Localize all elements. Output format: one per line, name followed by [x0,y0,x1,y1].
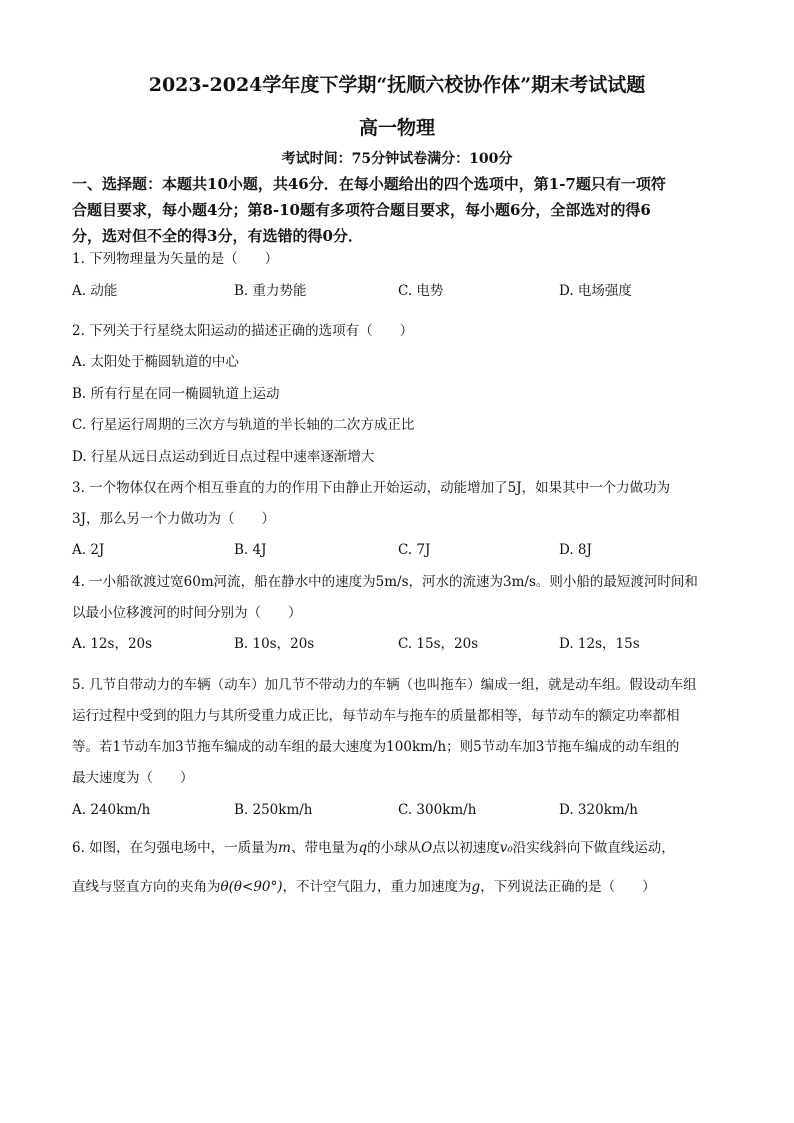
exam-info: 考试时间：75分钟试卷满分：100分 [281,151,513,167]
question-4-option-d: D. 12s，15s [559,636,640,652]
question-5-stem: 运行过程中受到的阻力与其所受重力成正比，每节动车与拖车的质量都相等，每节动车的额定功率都相 [72,708,680,724]
section-heading-line: 合题目要求，每小题4分；第8-10题有多项符合题目要求，每小题6分，全部选对的得6 [72,201,651,219]
stem-text: 6. 如图，在匀强电场中，一质量为 [72,840,279,856]
question-5-stem: 等。若1节动车加3节拖车编成的动车组的最大速度为100km/h；则5节动车加3节拖车编成的动车组的 [72,739,680,755]
stem-text: ，下列说法正确的是（ ） [480,879,656,895]
stem-text: ，不计空气阻力，重力加速度为 [282,879,472,895]
question-5-option-b: B. 250km/h [234,802,313,818]
question-2-option-b: B. 所有行星在同一椭圆轨道上运动 [72,386,280,402]
question-3-stem: 3J，那么另一个力做功为（ ） [72,511,276,527]
question-2-stem: 2. 下列关于行星绕太阳运动的描述正确的选项有（ ） [72,323,414,339]
question-4-option-c: C. 15s，20s [398,636,479,652]
question-3-option-c: C. 7J [398,542,431,558]
math-symbol: O [421,840,433,856]
question-4-stem: 4. 一小船欲渡过宽60m河流，船在静水中的速度为5m/s，河水的流速为3m/s。则小船的最短渡河时间和 [72,574,698,590]
question-6-stem [72,839,675,857]
question-3-stem: 3. 一个物体仅在两个相互垂直的力的作用下由静止开始运动，动能增加了5J，如果其中一个力做功为 [72,480,671,496]
question-5-stem: 5. 几节自带动力的车辆（动车）加几节不带动力的车辆（也叫拖车）编成一组，就是动车组。假设动车组 [72,677,697,693]
question-2-option-c: C. 行星运行周期的三次方与轨道的半长轴的二次方成正比 [72,417,415,433]
subject-title: 高一物理 [358,117,435,139]
question-4-stem: 以最小位移渡河的时间分别为（ ） [72,605,302,621]
question-1-stem: 1. 下列物理量为矢量的是（ ） [72,251,279,267]
question-6-stem [72,878,656,896]
question-2-option-d: D. 行星从远日点运动到近日点过程中速率逐渐增大 [72,449,375,465]
question-1-option-a: A. 动能 [72,283,118,299]
question-1-option-b: B. 重力势能 [234,283,307,299]
question-1-option-c: C. 电势 [398,283,444,299]
math-symbol: q [358,840,368,856]
stem-text: 沿实线斜向下做直线运动， [512,840,675,856]
math-symbol: m [278,840,291,856]
question-3-option-a: A. 2J [72,542,105,558]
question-5-stem: 最大速度为（ ） [72,770,194,786]
question-1-option-d: D. 电场强度 [559,283,632,299]
section-heading [72,171,722,249]
math-symbol: g [471,879,481,895]
question-2-option-a: A. 太阳处于椭圆轨道的中心 [72,354,239,370]
question-5-option-a: A. 240km/h [72,802,151,818]
question-5-option-c: C. 300km/h [398,802,477,818]
stem-text: 直线与竖直方向的夹角为 [72,879,221,895]
math-symbol: v₀ [499,840,513,856]
stem-text: 的小球从 [367,840,422,856]
stem-text: 点以初速度 [432,840,500,856]
question-5-option-d: D. 320km/h [559,802,638,818]
math-symbol: θ(θ<90°) [220,879,283,895]
question-3-option-b: B. 4J [234,542,267,558]
exam-title: 2023-2024学年度下学期“抚顺六校协作体”期末考试试题 [148,74,646,96]
stem-text: 、带电量为 [290,840,359,856]
question-3-option-d: D. 8J [559,542,592,558]
section-heading-line: 分，选对但不全的得3分，有选错的得0分． [72,227,363,245]
section-heading-line: 一、选择题：本题共10小题，共46分．在每小题给出的四个选项中，第1-7题只有一项符 [72,175,666,193]
question-4-option-a: A. 12s，20s [72,636,153,652]
question-4-option-b: B. 10s，20s [234,636,315,652]
